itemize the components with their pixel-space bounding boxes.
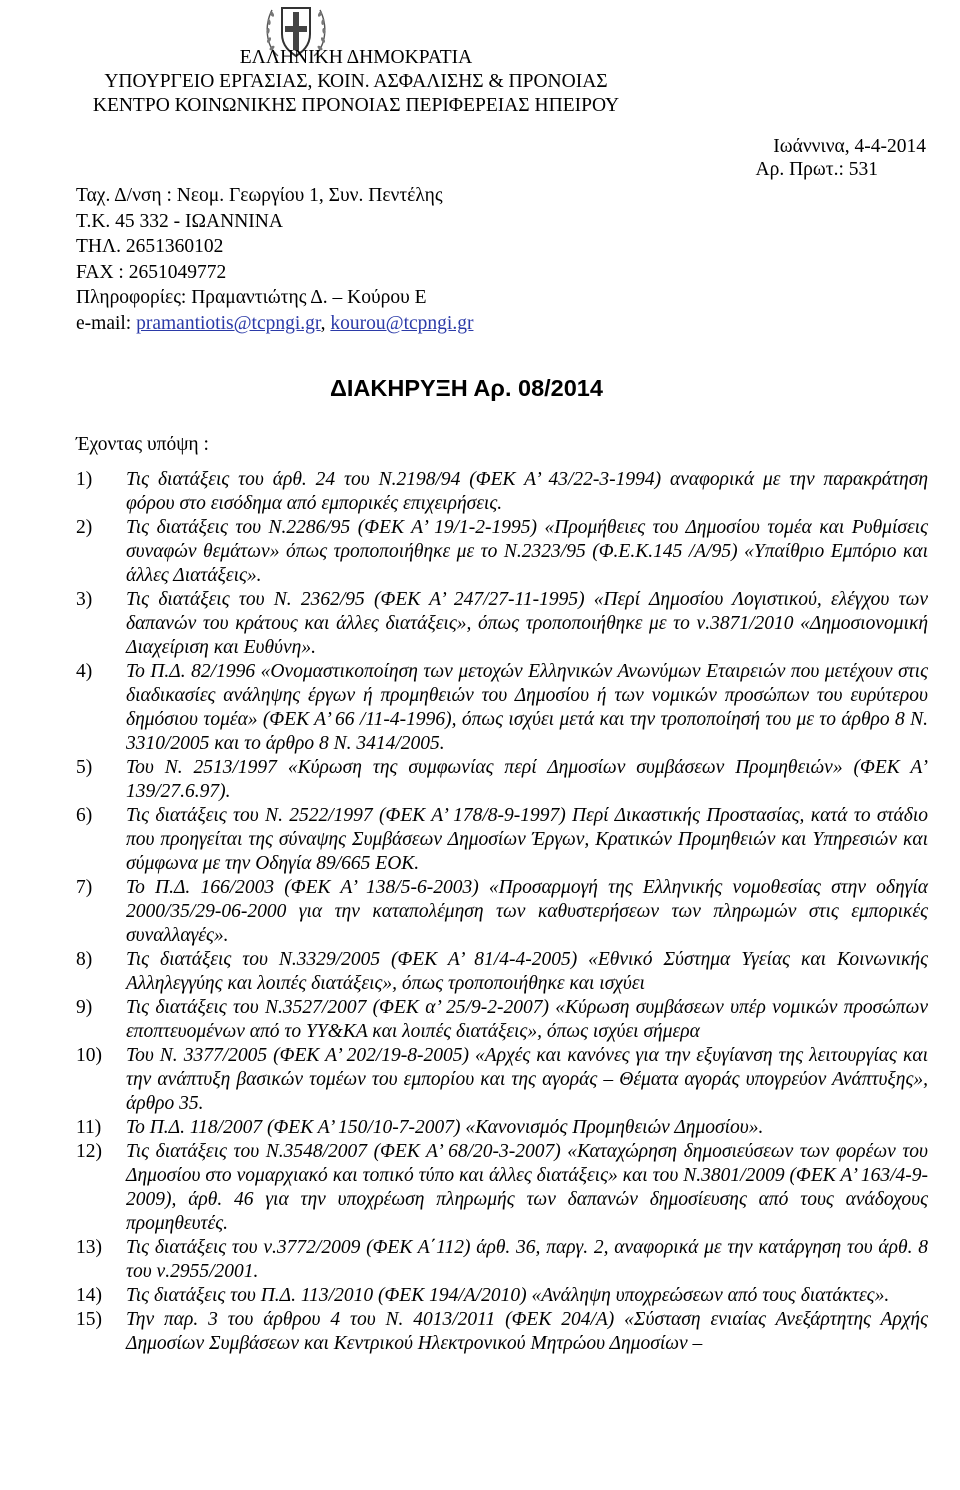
item-number: 1) bbox=[76, 469, 93, 490]
item-number: 8) bbox=[76, 949, 93, 970]
protocol-number: Αρ. Πρωτ.: 531 bbox=[755, 159, 878, 180]
item-number: 12) bbox=[76, 1141, 102, 1162]
email-label: e-mail: bbox=[76, 312, 137, 334]
list-item bbox=[76, 1116, 928, 1140]
item-text: Τις διατάξεις του άρθ. 24 του Ν.2198/94 (ΦΕΚ Α’ 43/22-3-1994) αναφορικά με την παρακράτηση φόρου στο εισόδημα από εμπορικές επιχειρήσεις. bbox=[126, 469, 928, 514]
letterhead-line: ΚΕΝΤΡΟ ΚΟΙΝΩΝΙΚΗΣ ΠΡΟΝΟΙΑΣ ΠΕΡΙΦΕΡΕΙΑΣ ΗΠΕΙΡΟΥ bbox=[92, 95, 620, 116]
item-text: Το Π.Δ. 118/2007 (ΦΕΚ Α’ 150/10-7-2007) «Κανονισμός Προμηθειών Δημοσίου». bbox=[126, 1117, 764, 1138]
list-item bbox=[76, 756, 928, 804]
list-item bbox=[76, 1284, 928, 1308]
intro-text: Έχοντας υπόψη : bbox=[76, 434, 209, 455]
item-text: Τις διατάξεις του Ν. 2362/95 (ΦΕΚ Α’ 247/27-11-1995) «Περί Δημοσίου Λογιστικού, ελέγχου των δαπανών του κράτους και άλλες διατάξεις», όπως τροποποιήθηκε με το ν.3871/2010 «Δημοσιονομική Διαχείριση και Ευθύνη». bbox=[126, 589, 928, 658]
item-text: Τις διατάξεις του ν.3772/2009 (ΦΕΚ Α΄112) άρθ. 36, παργ. 2, αναφορικά με την κατάργηση του άρθ. 8 του ν.2955/2001. bbox=[126, 1237, 928, 1282]
list-item bbox=[76, 1140, 928, 1236]
item-number: 5) bbox=[76, 757, 93, 778]
item-text: Του Ν. 2513/1997 «Κύρωση της συμφωνίας περί Δημοσίων συμβάσεων Προμηθειών» (ΦΕΚ Α’ 139/27.6.97). bbox=[126, 757, 928, 802]
list-item bbox=[76, 948, 928, 996]
item-number: 13) bbox=[76, 1237, 102, 1258]
list-item bbox=[76, 1044, 928, 1116]
item-number: 4) bbox=[76, 661, 93, 682]
list-item bbox=[76, 1236, 928, 1284]
list-item bbox=[76, 1308, 928, 1356]
item-number: 3) bbox=[76, 589, 93, 610]
item-number: 9) bbox=[76, 997, 93, 1018]
item-text: Το Π.Δ. 166/2003 (ΦΕΚ Α’ 138/5-6-2003) «Προσαρμογή της Ελληνικής νομοθεσίας στην οδηγία 2000/35/29-06-2000 για την καταπολέμηση των καθυστερήσεων των πληρωμών στις εμπορικές συναλλαγές». bbox=[126, 877, 928, 946]
item-text: Του Ν. 3377/2005 (ΦΕΚ Α’ 202/19-8-2005) «Αρχές και κανόνες για την εξυγίανση της λειτουργίας και την ανάπτυξη βασικών τομέων του εμπορίου και της αγοράς – Θέματα αγοράς υπογρεύον Ανάπτυξης», άρθρο 35. bbox=[126, 1045, 928, 1114]
document-date: Ιωάννινα, 4-4-2014 bbox=[773, 136, 926, 157]
email-separator: , bbox=[320, 312, 331, 334]
item-number: 15) bbox=[76, 1309, 102, 1330]
letterhead-line: ΕΛΛΗΝΙΚΗ ΔΗΜΟΚΡΑΤΙΑ bbox=[239, 47, 473, 68]
item-text: Την παρ. 3 του άρθρου 4 του Ν. 4013/2011 (ΦΕΚ 204/Α) «Σύσταση ενιαίας Ανεξάρτητης Αρχής Δημοσίων Συμβάσεων και Κεντρικού Ηλεκτρονικού Μητρώου Δημοσίων – bbox=[126, 1309, 928, 1354]
item-number: 11) bbox=[76, 1117, 102, 1138]
list-item bbox=[76, 660, 928, 756]
contact-block bbox=[76, 183, 473, 337]
list-item bbox=[76, 804, 928, 876]
item-text: Τις διατάξεις του Ν.3329/2005 (ΦΕΚ Α’ 81/4-4-2005) «Εθνικό Σύστημα Υγείας και Κοινωνικής Αλληλεγγύης και λοιπές διατάξεις», όπως τροποποιήθηκε και ισχύει bbox=[126, 949, 928, 994]
email-link-kourou[interactable]: kourou@tcpngi.gr bbox=[330, 312, 474, 334]
item-text: Τις διατάξεις του Ν.3548/2007 (ΦΕΚ Α’ 68/20-3-2007) «Καταχώρηση δημοσιεύσεων των φορέων του Δημοσίου στο νομαρχιακό και τοπικό τύπο και άλλες διατάξεις» και του Ν.3801/2009 (ΦΕΚ Α’ 163/4-9-2009), άρθ. 46 για την υποχρέωση πληρωμής των δαπανών δημοσίευσης από τους ανάδοχους προμηθευτές. bbox=[126, 1141, 928, 1234]
letterhead bbox=[76, 46, 636, 118]
list-item bbox=[76, 996, 928, 1044]
list-item bbox=[76, 468, 928, 516]
list-item bbox=[76, 876, 928, 948]
postal-line: Τ.Κ. 45 332 - ΙΩΑΝΝΙΝΑ bbox=[76, 210, 283, 232]
fax-line: FAX : 2651049772 bbox=[76, 261, 227, 283]
item-text: Τις διατάξεις του Ν.3527/2007 (ΦΕΚ α’ 25/9-2-2007) «Κύρωση συμβάσεων υπέρ νομικών προσώπων εποπτευομένων από το ΥΥ&ΚΑ και λοιπές διατάξεις», όπως ισχύει σήμερα bbox=[126, 997, 928, 1042]
item-text: Το Π.Δ. 82/1996 «Ονομαστικοποίηση των μετοχών Ελληνικών Ανωνύμων Εταιρειών που μετέχουν στις διαδικασίες ανάληψης έργων ή προμηθειών του Δημοσίου ή των νομικών προσώπων του ευρύτερου δημόσιου τομέα» (ΦΕΚ Α’ 66 /11-4-1996), όπως ισχύει μετά και την τροποποίησή του με το άρθρο 8 Ν. 3310/2005 και το άρθρο 8 Ν. 3414/2005. bbox=[126, 661, 928, 754]
letterhead-line: ΥΠΟΥΡΓΕΙΟ ΕΡΓΑΣΙΑΣ, ΚΟΙΝ. ΑΣΦΑΛΙΣΗΣ & ΠΡΟΝΟΙΑΣ bbox=[104, 71, 608, 92]
item-number: 2) bbox=[76, 517, 93, 538]
address-line: Ταχ. Δ/νση : Νεομ. Γεωργίου 1, Συν. Πεντέλης bbox=[76, 185, 443, 206]
item-number: 7) bbox=[76, 877, 93, 898]
item-text: Τις διατάξεις του Π.Δ. 113/2010 (ΦΕΚ 194/Α/2010) «Ανάληψη υποχρεώσεων από τους διατάκτες». bbox=[126, 1285, 890, 1306]
item-number: 6) bbox=[76, 805, 93, 826]
email-link-pramantiotis[interactable]: pramantiotis@tcpngi.gr bbox=[136, 312, 321, 334]
list-item bbox=[76, 588, 928, 660]
info-line: Πληροφορίες: Πραμαντιώτης Δ. – Κούρου Ε bbox=[76, 287, 427, 309]
item-number: 10) bbox=[76, 1045, 102, 1066]
legal-references-list bbox=[76, 468, 928, 1356]
item-text: Τις διατάξεις του Ν. 2522/1997 (ΦΕΚ Α’ 178/8-9-1997) Περί Δικαστικής Προστασίας, κατά το στάδιο που προηγείται της σύναψης Συμβάσεων Δημοσίων Έργων, Κρατικών Προμηθειών και Υπηρεσιών και σύμφωνα με την Οδηγία 89/665 ΕΟΚ. bbox=[126, 805, 928, 874]
item-number: 14) bbox=[76, 1285, 102, 1306]
email-line bbox=[76, 311, 473, 337]
item-text: Τις διατάξεις του Ν.2286/95 (ΦΕΚ Α’ 19/1-2-1995) «Προμήθειες του Δημοσίου τομέα και Ρυθμίσεις συναφών θεμάτων» όπως τροποποιήθηκε με το Ν.2323/95 (Φ.Ε.Κ.145 /Α/95) «Υπαίθριο Εμπόριο και άλλες Διατάξεις». bbox=[126, 517, 928, 586]
phone-line: ΤΗΛ. 2651360102 bbox=[76, 236, 224, 258]
list-item bbox=[76, 516, 928, 588]
document-title: ΔΙΑΚΗΡΥΞΗ Αρ. 08/2014 bbox=[330, 375, 603, 401]
